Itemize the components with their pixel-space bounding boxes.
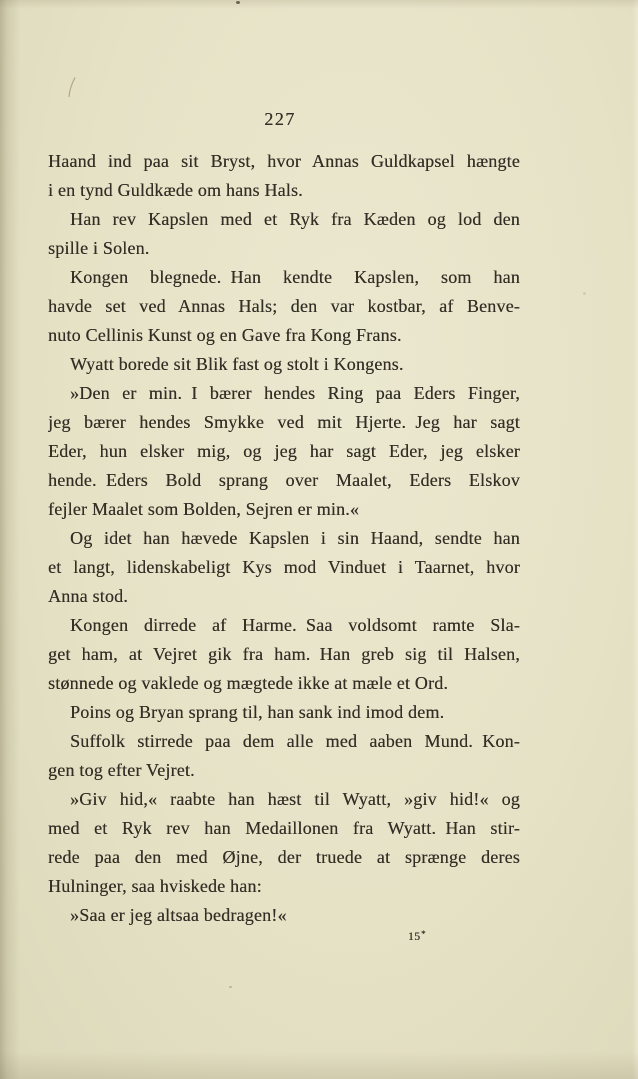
text-line: get ham, at Vejret gik fra ham. Han greb sig til Halsen,	[48, 644, 520, 664]
text-line: Wyatt borede sit Blik fast og stolt i Kongens.	[70, 354, 404, 374]
text-line: Kongen blegnede. Han kendte Kapslen, som han	[70, 267, 520, 287]
text-block	[48, 147, 520, 930]
text-line: Eder, hun elsker mig, og jeg har sagt Eder, jeg elsker	[48, 441, 520, 461]
text-line: gen tog efter Vejret.	[48, 760, 195, 780]
text-line: fejler Maalet som Bolden, Sejren er min.«	[48, 499, 360, 519]
paper-speck	[236, 1, 240, 4]
text-line: hende. Eders Bold sprang over Maalet, Eders Elskov	[48, 470, 520, 490]
signature-mark	[408, 931, 426, 943]
text-line: i en tynd Guldkæde om hans Hals.	[48, 180, 303, 200]
text-line: »Den er min. I bærer hendes Ring paa Eders Finger,	[70, 383, 520, 403]
text-line: Han rev Kapslen med et Ryk fra Kæden og lod den	[70, 209, 520, 229]
text-line: med et Ryk rev han Medaillonen fra Wyatt. Han stir-	[48, 818, 520, 838]
text-line: Hulninger, saa hviskede han:	[48, 876, 262, 896]
text-line: jeg bærer hendes Smykke ved mit Hjerte. Jeg har sagt	[48, 412, 520, 432]
paper-speck	[583, 292, 586, 295]
signature-number: 15	[408, 931, 421, 943]
text-line: havde set ved Annas Hals; den var kostbar, af Benve-	[48, 296, 520, 316]
text-line: nuto Cellinis Kunst og en Gave fra Kong Frans.	[48, 325, 402, 345]
text-line: spille i Solen.	[48, 238, 150, 258]
text-line: Poins og Bryan sprang til, han sank ind imod dem.	[70, 702, 445, 722]
text-line: »Saa er jeg altsaa bedragen!«	[70, 905, 287, 925]
text-line: rede paa den med Øjne, der truede at sprænge deres	[48, 847, 520, 867]
text-line: Suffolk stirrede paa dem alle med aaben Mund. Kon-	[70, 731, 520, 751]
paper-speck	[229, 986, 232, 988]
text-line: Anna stod.	[48, 586, 128, 606]
signature-asterisk: *	[421, 929, 426, 939]
stray-ink-mark	[66, 76, 78, 98]
text-line: Kongen dirrede af Harme. Saa voldsomt ramte Sla-	[70, 615, 520, 635]
text-line: Og idet han hævede Kapslen i sin Haand, sendte han	[70, 528, 520, 548]
text-line: »Giv hid,« raabte han hæst til Wyatt, »giv hid!« og	[70, 789, 520, 809]
text-line: et langt, lidenskabeligt Kys mod Vinduet i Taarnet, hvor	[48, 557, 520, 577]
page-number: 227	[264, 109, 296, 129]
text-line: stønnede og vaklede og mægtede ikke at mæle et Ord.	[48, 673, 449, 693]
text-line: Haand ind paa sit Bryst, hvor Annas Guldkapsel hængte	[48, 151, 520, 171]
